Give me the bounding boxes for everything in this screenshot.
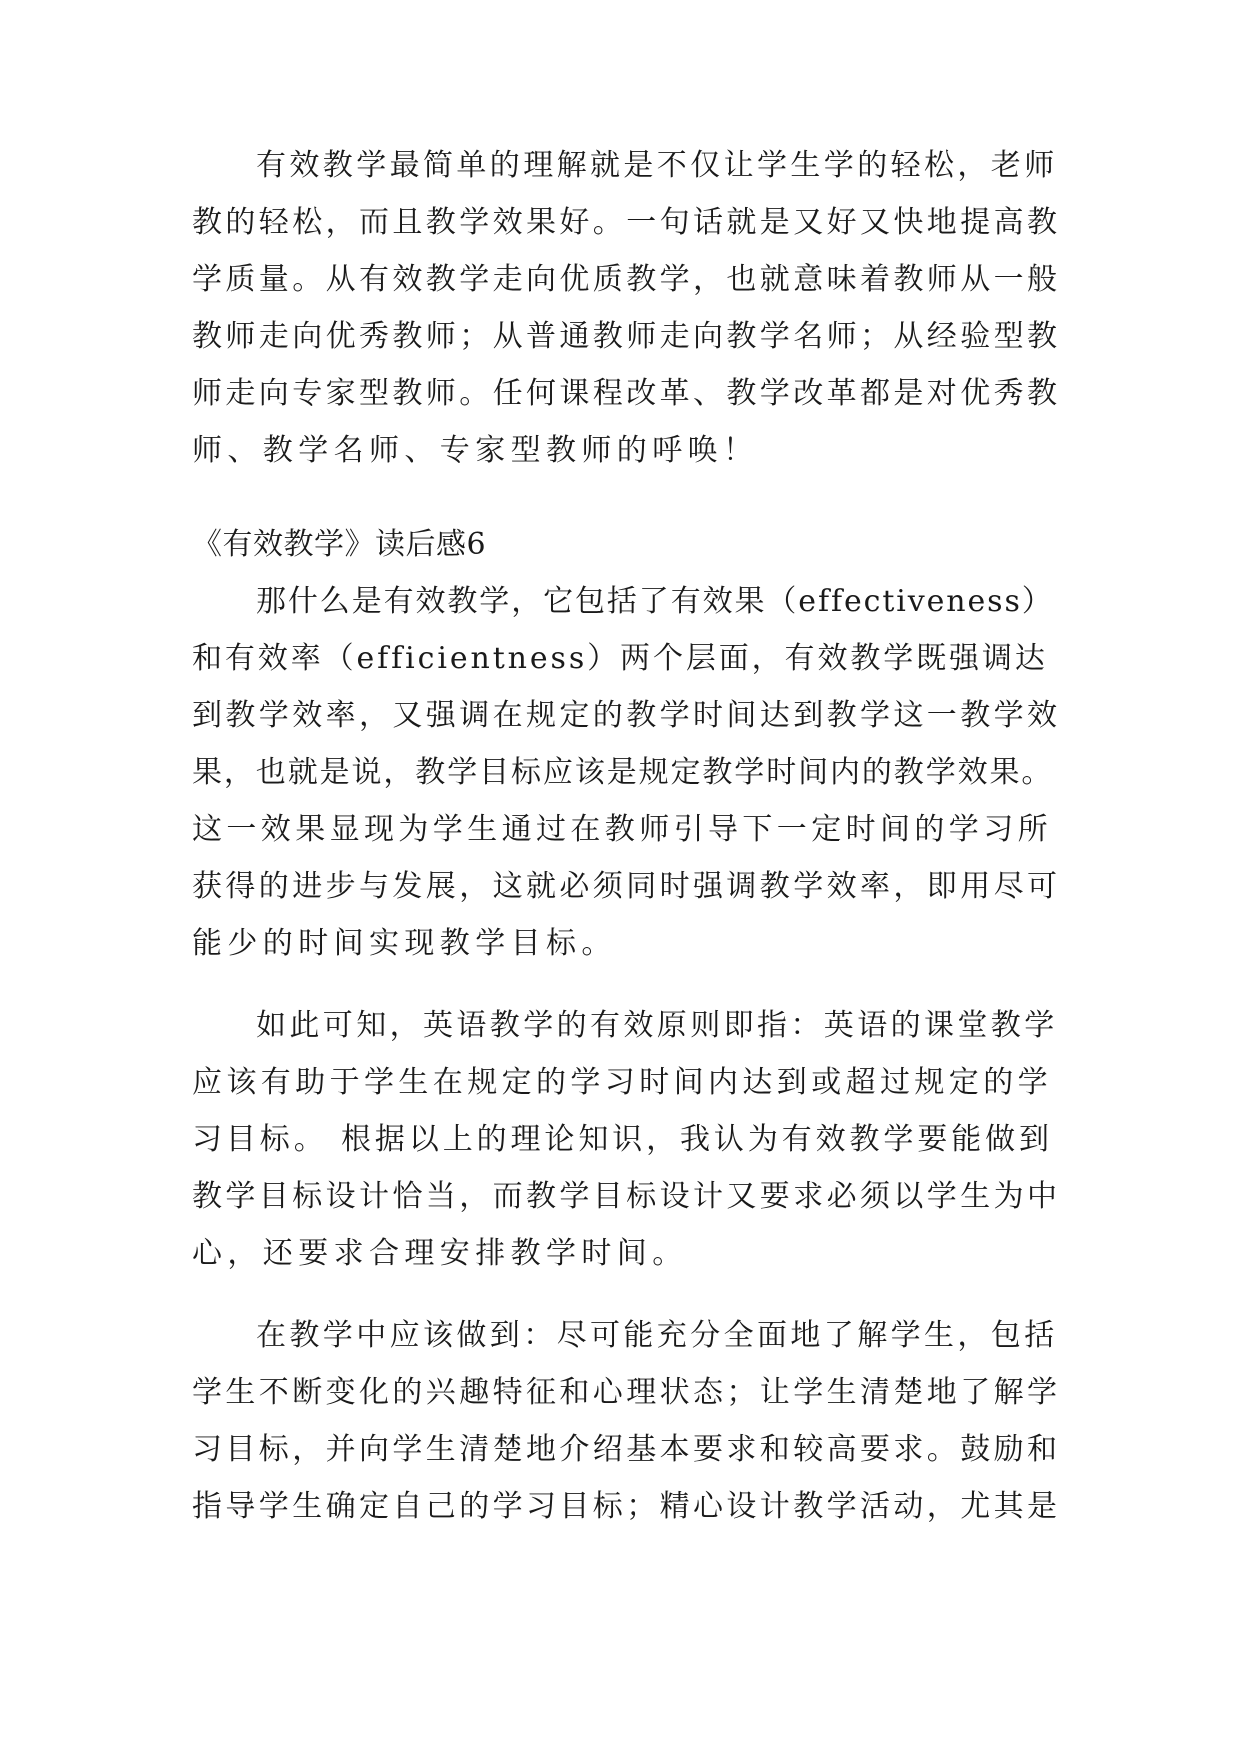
text-line: 和有效率（efficientness）两个层面，有效教学既强调达 (192, 641, 1048, 676)
text-line: 教师走向优秀教师；从普通教师走向教学名师；从经验型教 (192, 319, 1061, 354)
text-line: 师走向专家型教师。任何课程改革、教学改革都是对优秀教 (192, 376, 1061, 411)
text-line: 指导学生确定自己的学习目标；精心设计教学活动，尤其是 (192, 1489, 1061, 1524)
text-line: 教学目标设计恰当，而教学目标设计又要求必须以学生为中 (192, 1179, 1061, 1214)
text-line: 到教学效率，又强调在规定的教学时间达到教学这一教学效 (192, 698, 1061, 733)
text-line: 师、教学名师、专家型教师的呼唤！ (192, 433, 759, 468)
text-line: 这一效果显现为学生通过在教师引导下一定时间的学习所 (192, 812, 1052, 847)
text-line: 在教学中应该做到：尽可能充分全面地了解学生，包括 (256, 1318, 1058, 1353)
text-line: 能少的时间实现教学目标。 (192, 926, 617, 961)
text-line: 学生不断变化的兴趣特征和心理状态；让学生清楚地了解学 (192, 1375, 1061, 1410)
text-line: 获得的进步与发展，这就必须同时强调教学效率，即用尽可 (192, 869, 1061, 904)
text-line: 应该有助于学生在规定的学习时间内达到或超过规定的学 (192, 1065, 1052, 1100)
text-line: 习目标，并向学生清楚地介绍基本要求和较高要求。鼓励和 (192, 1432, 1061, 1467)
text-line: 心，还要求合理安排教学时间。 (192, 1236, 688, 1271)
text-line: 果，也就是说，教学目标应该是规定教学时间内的教学效果。 (192, 755, 1054, 790)
text-line: 有效教学最简单的理解就是不仅让学生学的轻松，老师 (256, 148, 1058, 183)
text-line: 如此可知，英语教学的有效原则即指：英语的课堂教学 (256, 1008, 1058, 1043)
text-line: 习目标。 根据以上的理论知识，我认为有效教学要能做到 (192, 1122, 1053, 1157)
text-line: 那什么是有效教学，它包括了有效果（effectiveness） (256, 584, 1054, 619)
text-line: 学质量。从有效教学走向优质教学，也就意味着教师从一般 (192, 262, 1061, 297)
section-heading: 《有效教学》读后感6 (192, 527, 487, 562)
text-line: 教的轻松，而且教学效果好。一句话就是又好又快地提高教 (192, 205, 1061, 240)
